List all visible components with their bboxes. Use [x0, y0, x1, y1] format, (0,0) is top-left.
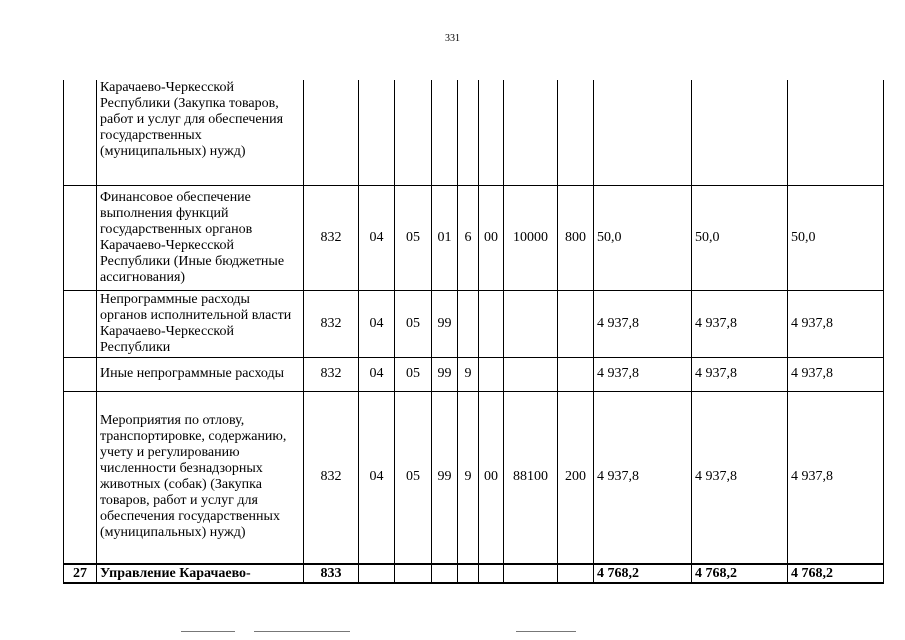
- rz-code-cell: 04: [359, 357, 395, 391]
- sum-year-1-cell: 4 937,8: [594, 290, 692, 357]
- csr-main-activity-cell: [479, 357, 504, 391]
- row-name-cell: Мероприятия по отлову, транспортировке, содержанию, учету и регулированию численности безнадзорных животных (собак) (Закупка товаров, работ и услуг для обеспечения государственных (муниципальных) нужд): [97, 391, 304, 564]
- sum-year-3-cell: 4 937,8: [788, 290, 884, 357]
- sum-year-3-cell: [788, 80, 884, 185]
- gr-code-cell: 832: [304, 185, 359, 290]
- vr-code-cell: [558, 357, 594, 391]
- sum-year-2-cell: 4 937,8: [692, 290, 788, 357]
- sum-year-1-cell: 4 768,2: [594, 564, 692, 583]
- row-name-cell: Непрограммные расходы органов исполнительной власти Карачаево-Черкесской Республики: [97, 290, 304, 357]
- pr-code-cell: 05: [395, 357, 432, 391]
- sum-year-3-cell: 4 937,8: [788, 391, 884, 564]
- csr-main-activity-cell: [479, 564, 504, 583]
- row-name-cell: Карачаево-Черкесской Республики (Закупка товаров, работ и услуг для обеспечения государственных (муниципальных) нужд): [97, 80, 304, 185]
- csr-program-cell: 99: [432, 391, 458, 564]
- csr-direction-cell: 10000: [504, 185, 558, 290]
- sum-year-2-cell: 50,0: [692, 185, 788, 290]
- pr-code-cell: 05: [395, 290, 432, 357]
- sum-year-1-cell: 4 937,8: [594, 391, 692, 564]
- table-row: [64, 391, 884, 564]
- vr-code-cell: [558, 80, 594, 185]
- sum-year-2-cell: 4 937,8: [692, 391, 788, 564]
- csr-main-activity-cell: [479, 80, 504, 185]
- gr-code-cell: [304, 80, 359, 185]
- row-number-cell: [64, 357, 97, 391]
- row-name-cell: Иные непрограммные расходы: [97, 357, 304, 391]
- vr-code-cell: 800: [558, 185, 594, 290]
- rz-code-cell: [359, 80, 395, 185]
- csr-program-cell: [432, 80, 458, 185]
- csr-subprogram-cell: 6: [458, 185, 479, 290]
- row-number-cell: [64, 80, 97, 185]
- csr-program-cell: [432, 564, 458, 583]
- csr-subprogram-cell: [458, 80, 479, 185]
- sum-year-2-cell: 4 768,2: [692, 564, 788, 583]
- rz-code-cell: [359, 564, 395, 583]
- csr-subprogram-cell: [458, 564, 479, 583]
- sum-year-3-cell: 4 937,8: [788, 357, 884, 391]
- vr-code-cell: [558, 564, 594, 583]
- csr-program-cell: 99: [432, 357, 458, 391]
- footer-line-middle: [254, 631, 350, 632]
- table-row: [64, 80, 884, 185]
- sum-year-3-cell: 4 768,2: [788, 564, 884, 583]
- rz-code-cell: 04: [359, 290, 395, 357]
- sum-year-1-cell: 50,0: [594, 185, 692, 290]
- table-row: [64, 185, 884, 290]
- gr-code-cell: 832: [304, 391, 359, 564]
- sum-year-1-cell: [594, 80, 692, 185]
- row-number-cell: [64, 391, 97, 564]
- rz-code-cell: 04: [359, 391, 395, 564]
- row-name-cell: Управление Карачаево-: [97, 564, 304, 583]
- sum-year-3-cell: 50,0: [788, 185, 884, 290]
- pr-code-cell: 05: [395, 391, 432, 564]
- row-number-cell: 27: [64, 564, 97, 583]
- csr-program-cell: 01: [432, 185, 458, 290]
- table-row: [64, 564, 884, 583]
- sum-year-2-cell: 4 937,8: [692, 357, 788, 391]
- csr-direction-cell: [504, 80, 558, 185]
- gr-code-cell: 832: [304, 357, 359, 391]
- table-row: [64, 357, 884, 391]
- row-name-cell: Финансовое обеспечение выполнения функций государственных органов Карачаево-Черкесской Республики (Иные бюджетные ассигнования): [97, 185, 304, 290]
- table-row: [64, 290, 884, 357]
- vr-code-cell: [558, 290, 594, 357]
- footer-line-right: [516, 631, 576, 632]
- vr-code-cell: 200: [558, 391, 594, 564]
- pr-code-cell: [395, 80, 432, 185]
- gr-code-cell: 833: [304, 564, 359, 583]
- csr-direction-cell: [504, 564, 558, 583]
- csr-main-activity-cell: 00: [479, 391, 504, 564]
- footer-line-left: [181, 631, 235, 632]
- csr-main-activity-cell: [479, 290, 504, 357]
- row-number-cell: [64, 290, 97, 357]
- csr-main-activity-cell: 00: [479, 185, 504, 290]
- sum-year-1-cell: 4 937,8: [594, 357, 692, 391]
- pr-code-cell: [395, 564, 432, 583]
- page-number: 331: [445, 33, 460, 44]
- rz-code-cell: 04: [359, 185, 395, 290]
- sum-year-2-cell: [692, 80, 788, 185]
- gr-code-cell: 832: [304, 290, 359, 357]
- csr-subprogram-cell: [458, 290, 479, 357]
- row-number-cell: [64, 185, 97, 290]
- pr-code-cell: 05: [395, 185, 432, 290]
- csr-direction-cell: [504, 357, 558, 391]
- budget-table: [63, 80, 884, 584]
- csr-direction-cell: 88100: [504, 391, 558, 564]
- csr-program-cell: 99: [432, 290, 458, 357]
- csr-subprogram-cell: 9: [458, 391, 479, 564]
- csr-direction-cell: [504, 290, 558, 357]
- csr-subprogram-cell: 9: [458, 357, 479, 391]
